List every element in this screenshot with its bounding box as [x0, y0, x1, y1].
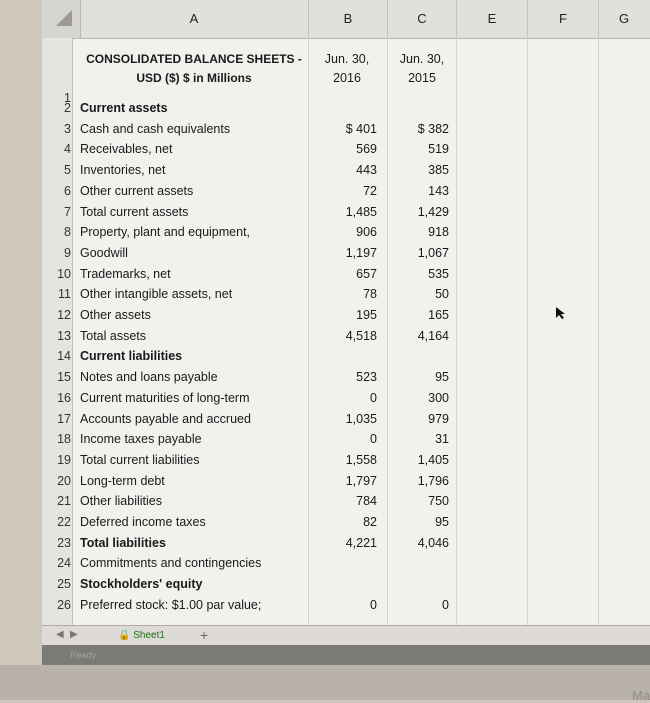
add-sheet-button[interactable]: + [200, 627, 209, 643]
value-cell-2015[interactable]: 1,067 [417, 246, 449, 260]
row-number[interactable]: 16 [57, 391, 71, 405]
value-cell-2015[interactable]: 1,429 [417, 205, 449, 219]
sheet-title-cell[interactable] [80, 50, 308, 88]
select-all-corner-icon [56, 10, 72, 26]
row-label-cell[interactable]: Cash and cash equivalents [80, 122, 231, 136]
prev-sheet-icon[interactable]: ◀ [56, 629, 64, 640]
status-bar [42, 645, 650, 665]
row-number[interactable]: 17 [57, 412, 71, 426]
row-number[interactable]: 10 [57, 267, 71, 281]
value-cell-2016[interactable]: 0 [370, 432, 377, 446]
row-number[interactable]: 23 [57, 536, 71, 550]
col-b-header-cell[interactable] [312, 50, 382, 88]
value-cell-2016[interactable]: 906 [356, 225, 377, 239]
sheet-tab-bar [42, 625, 650, 646]
row-label-cell[interactable]: Other liabilities [80, 494, 162, 508]
value-cell-2015[interactable]: 385 [428, 163, 449, 177]
row-label-cell[interactable]: Total current assets [80, 205, 189, 219]
column-header-a[interactable]: A [80, 0, 309, 38]
value-cell-2015[interactable]: 50 [435, 287, 449, 301]
row-number[interactable]: 6 [64, 184, 71, 198]
row-label-cell[interactable]: Current liabilities [80, 349, 183, 363]
row-number[interactable]: 13 [57, 329, 71, 343]
gridline [308, 38, 309, 625]
row-label-cell[interactable]: Long-term debt [80, 474, 165, 488]
value-cell-2016[interactable]: 4,518 [345, 329, 377, 343]
value-cell-2016[interactable]: 1,485 [345, 205, 377, 219]
select-all-corner[interactable] [42, 0, 81, 38]
value-cell-2015[interactable]: 918 [428, 225, 449, 239]
value-cell-2016[interactable]: 443 [356, 163, 377, 177]
status-text: Ready [70, 650, 97, 660]
row-label-cell[interactable]: Total liabilities [80, 536, 166, 550]
col-c-header-cell[interactable] [387, 50, 457, 88]
value-cell-2015[interactable]: 95 [435, 515, 449, 529]
value-cell-2015[interactable]: 979 [428, 412, 449, 426]
row-label-cell[interactable]: Current assets [80, 101, 168, 115]
value-cell-2015[interactable]: 535 [428, 267, 449, 281]
col-b-header-line-2: 2016 [333, 71, 361, 85]
value-cell-2015[interactable]: 300 [428, 391, 449, 405]
row-label-cell[interactable]: Stockholders' equity [80, 577, 203, 591]
row-number[interactable]: 4 [64, 142, 71, 156]
lock-icon: 🔒 [118, 630, 131, 641]
column-header-row [42, 0, 650, 39]
title-line-2: USD ($) $ in Millions [136, 71, 252, 85]
row-number[interactable]: 14 [57, 349, 71, 363]
row-number[interactable]: 8 [64, 225, 71, 239]
value-cell-2015[interactable]: 0 [442, 598, 449, 612]
value-cell-2015[interactable]: 750 [428, 494, 449, 508]
value-cell-2016[interactable]: 82 [363, 515, 377, 529]
row-number[interactable]: 3 [64, 122, 71, 136]
value-cell-2016[interactable]: 784 [356, 494, 377, 508]
value-cell-2016[interactable]: 1,797 [345, 474, 377, 488]
row-label-cell[interactable]: Receivables, net [80, 142, 173, 156]
row-label-cell[interactable]: Commitments and contingencies [80, 556, 262, 570]
row-label-cell[interactable]: Income taxes payable [80, 432, 202, 446]
value-cell-2016[interactable]: 195 [356, 308, 377, 322]
corner-text: Ma [631, 688, 650, 703]
column-header-e[interactable]: E [457, 0, 528, 38]
row-label-cell[interactable]: Preferred stock: $1.00 par value; [80, 598, 262, 612]
value-cell-2016[interactable]: 1,558 [345, 453, 377, 467]
sheet-tab-sheet1[interactable] [114, 626, 171, 645]
value-cell-2015[interactable]: $ 382 [417, 122, 449, 136]
row-label-cell[interactable]: Inventories, net [80, 163, 166, 177]
row-label-cell[interactable]: Accounts payable and accrued [80, 412, 251, 426]
value-cell-2016[interactable]: 523 [356, 370, 377, 384]
row-number[interactable]: 7 [64, 205, 71, 219]
column-header-f[interactable]: F [528, 0, 599, 38]
value-cell-2015[interactable]: 143 [428, 184, 449, 198]
row-label-cell[interactable]: Trademarks, net [80, 267, 171, 281]
row-number[interactable]: 5 [64, 163, 71, 177]
row-number[interactable]: 26 [57, 598, 71, 612]
row-label-cell[interactable]: Other current assets [80, 184, 194, 198]
row-label-cell[interactable]: Current maturities of long-term [80, 391, 250, 405]
value-cell-2016[interactable]: 657 [356, 267, 377, 281]
value-cell-2016[interactable]: 0 [370, 391, 377, 405]
next-sheet-icon[interactable]: ▶ [70, 629, 78, 640]
row-label-cell[interactable]: Other intangible assets, net [80, 287, 233, 301]
gridline [456, 38, 457, 625]
row-label-cell[interactable]: Property, plant and equipment, [80, 225, 251, 239]
gridline [527, 38, 528, 625]
row-number[interactable]: 2 [64, 101, 71, 115]
row-label-cell[interactable]: Notes and loans payable [80, 370, 218, 384]
row-number[interactable]: 21 [57, 494, 71, 508]
col-c-header-line-2: 2015 [408, 71, 436, 85]
row-number[interactable]: 24 [57, 556, 71, 570]
spreadsheet-grid[interactable] [42, 0, 650, 625]
row-number[interactable]: 18 [57, 432, 71, 446]
value-cell-2015[interactable]: 1,405 [417, 453, 449, 467]
title-line-1: CONSOLIDATED BALANCE SHEETS - [86, 52, 302, 66]
row-number[interactable]: 19 [57, 453, 71, 467]
row-label-cell[interactable]: Goodwill [80, 246, 128, 260]
sheet-tab-label: Sheet1 [133, 630, 165, 641]
cursor-arrow-icon [554, 306, 568, 320]
value-cell-2015[interactable]: 165 [428, 308, 449, 322]
row-number[interactable]: 15 [57, 370, 71, 384]
row-number[interactable]: 11 [58, 287, 71, 301]
value-cell-2016[interactable]: 1,035 [345, 412, 377, 426]
row-number-1[interactable]: 1 [64, 91, 71, 105]
value-cell-2016[interactable]: 0 [370, 598, 377, 612]
row-label-cell[interactable]: Other assets [80, 308, 151, 322]
value-cell-2015[interactable]: 1,796 [417, 474, 449, 488]
row-number[interactable]: 9 [64, 246, 71, 260]
gridline [598, 38, 599, 625]
value-cell-2015[interactable]: 4,164 [417, 329, 449, 343]
value-cell-2015[interactable]: 4,046 [417, 536, 449, 550]
value-cell-2015[interactable]: 519 [428, 142, 449, 156]
value-cell-2016[interactable]: 4,221 [345, 536, 377, 550]
value-cell-2016[interactable]: 78 [363, 287, 377, 301]
background-surface [0, 665, 650, 700]
column-header-b[interactable]: B [309, 0, 388, 38]
value-cell-2016[interactable]: 72 [363, 184, 377, 198]
value-cell-2015[interactable]: 95 [435, 370, 449, 384]
row-number[interactable]: 20 [57, 474, 71, 488]
value-cell-2016[interactable]: 569 [356, 142, 377, 156]
row-label-cell[interactable]: Total assets [80, 329, 147, 343]
row-number[interactable]: 25 [57, 577, 71, 591]
value-cell-2015[interactable]: 31 [435, 432, 449, 446]
column-header-c[interactable]: C [388, 0, 457, 38]
row-label-cell[interactable]: Total current liabilities [80, 453, 200, 467]
value-cell-2016[interactable]: 1,197 [345, 246, 377, 260]
col-b-header-line-1: Jun. 30, [324, 52, 370, 66]
value-cell-2016[interactable]: $ 401 [345, 122, 377, 136]
row-label-cell[interactable]: Deferred income taxes [80, 515, 206, 529]
column-header-g[interactable]: G [618, 11, 630, 26]
row-number[interactable]: 12 [57, 308, 71, 322]
row-number[interactable]: 22 [57, 515, 71, 529]
col-c-header-line-1: Jun. 30, [399, 52, 445, 66]
